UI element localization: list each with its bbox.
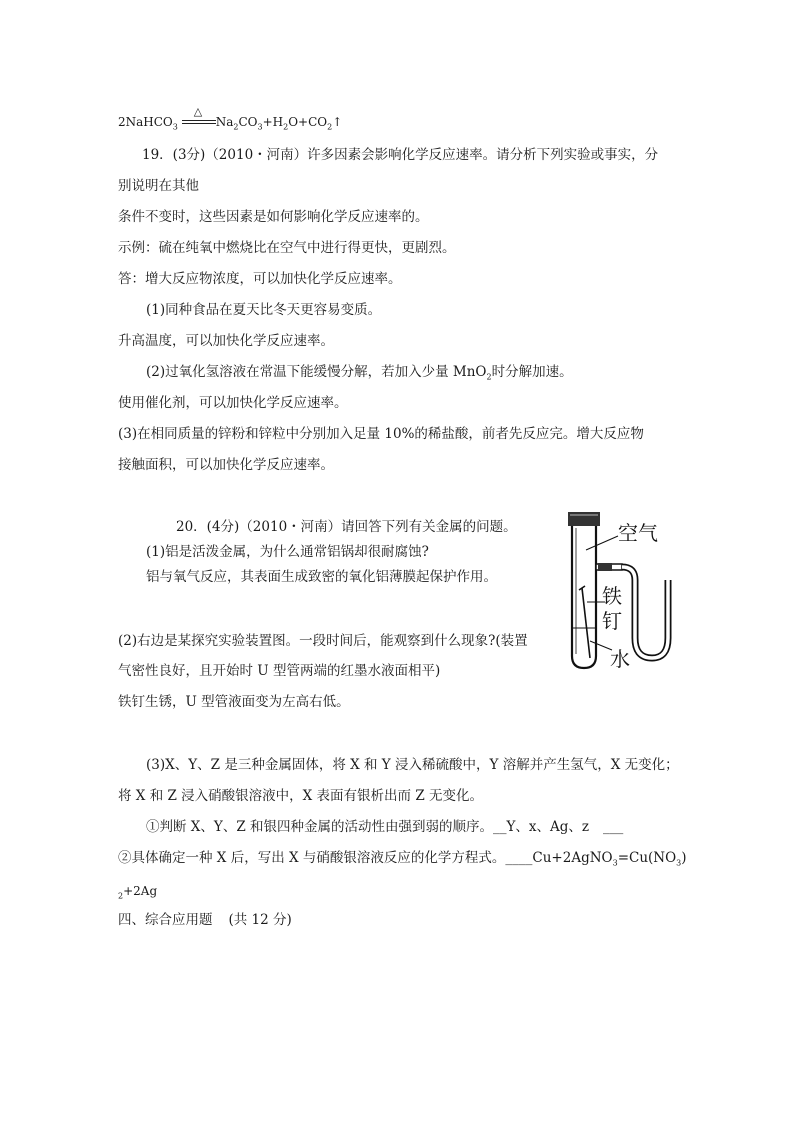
eq-left: 2NaHCO (118, 115, 173, 129)
q20-sub2-cont: $_2$+2Ag (118, 884, 158, 901)
apparatus-diagram (560, 508, 680, 683)
q19-part3: (3)在相同质量的锌粉和锌粒中分别加入足量 10%的稀盐酸，前者先反应完。增大反应物 (118, 426, 644, 442)
equation-line: 2NaHCO$_3$ △ $Na_2CO_3+H_2O+CO_2↑$ (118, 104, 343, 132)
q20-sub1-answer: Y、x、Ag、z (506, 819, 590, 835)
q19-part3-cont: 接触面积，可以加快化学反应速率。 (118, 457, 334, 473)
label-air: 空气 (618, 521, 658, 545)
q20-part3: (3)X、Y、Z 是三种金属固体，将 X 和 Y 浸入稀硫酸中，Y 溶解并产生氢气，X 无变化； (146, 757, 679, 773)
q19-header: 19．(3分)（2010・河南）许多因素会影响化学反应速率。请分析下列实验或事实，分 (142, 147, 659, 163)
q19-example-answer: 答：增大反应物浓度，可以加快化学反应速率。 (118, 271, 402, 287)
q20-part1: (1)铝是活泼金属，为什么通常铝锅却很耐腐蚀? (146, 544, 429, 560)
eq-right: $Na_2CO_3+H_2O+CO_2↑$ (215, 115, 343, 132)
eq-arrow (182, 104, 216, 130)
q20-header: 20．(4分)（2010・河南）请回答下列有关金属的问题。 (176, 519, 517, 535)
q20-part2-cont: 气密性良好，且开始时 U 型管两端的红墨水液面相平) (118, 663, 441, 679)
q19-header-cont: 别说明在其他 (118, 178, 199, 194)
q20-answer2: 铁钉生锈，U 型管液面变为左高右低。 (118, 694, 350, 710)
heat-condition: △ (193, 104, 203, 118)
q20-part2: (2)右边是某探究实验装置图。一段时间后，能观察到什么现象?(装置 (118, 633, 528, 649)
q19-answer1: 升高温度，可以加快化学反应速率。 (118, 333, 334, 349)
iron-nail (582, 588, 590, 658)
u-tube (622, 567, 668, 658)
section4-heading: 四、综合应用题 (共 12 分) (118, 912, 292, 928)
q19-answer2: 使用催化剂，可以加快化学反应速率。 (118, 395, 348, 411)
label-nail-2: 钉 (602, 609, 622, 633)
q19-example: 示例：硫在纯氧中燃烧比在空气中进行得更快，更剧烈。 (118, 240, 456, 256)
q20-answer1: 铝与氧气反应，其表面生成致密的氧化铝薄膜起保护作用。 (146, 569, 497, 585)
q20-sub1: ①判断 X、Y、Z 和银四种金属的活动性由强到弱的顺序。__Y、x、Ag、z ___ (146, 819, 624, 835)
q20-part3-cont: 将 X 和 Z 浸入硝酸银溶液中，X 表面有银析出而 Z 无变化。 (118, 788, 484, 804)
label-water: 水 (610, 647, 630, 671)
q19-part1: (1)同种食品在夏天比冬天更容易变质。 (146, 302, 382, 318)
q20-sub2: ②具体确定一种 X 后，写出 X 与硝酸银溶液反应的化学方程式。$\_\_\_\_Cu+2AgNO_3=Cu(NO_3)$ (118, 850, 687, 868)
label-nail-1: 铁 (602, 584, 622, 608)
q20-sub2-answer: $Cu+2AgNO_3=Cu(NO_3)$ (532, 850, 687, 868)
q19-condition: 条件不变时，这些因素是如何影响化学反应速率的。 (118, 209, 429, 225)
q19-part2: (2)过氧化氢溶液在常温下能缓慢分解，若加入少量 MnO$_2$时分解加速。 (146, 364, 573, 382)
